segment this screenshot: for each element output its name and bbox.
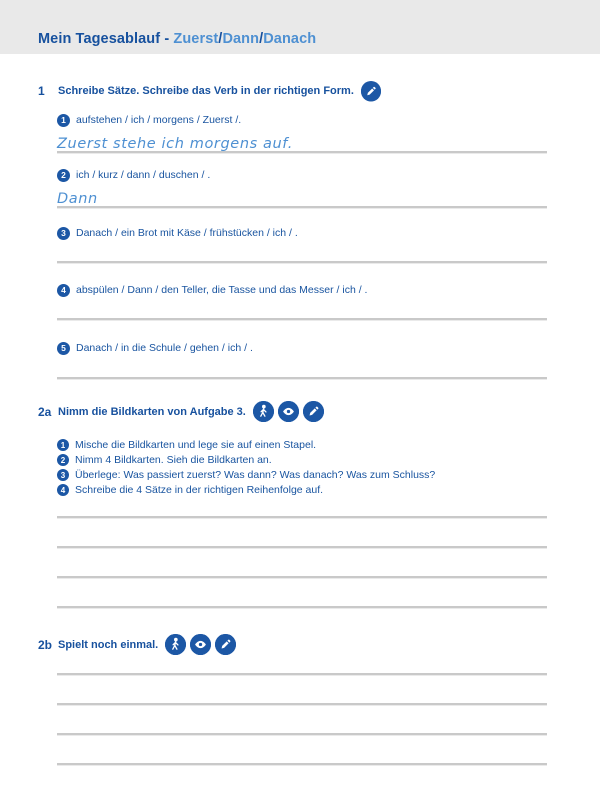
step-number-badge: 4 xyxy=(57,484,69,496)
task2a-heading xyxy=(38,401,547,422)
title-separator: / xyxy=(259,31,264,47)
task1-items xyxy=(57,113,547,379)
page-title-word-zuerst: Zuerst xyxy=(173,31,219,47)
task1-item-3-prompt: Danach / ein Brot mit Käse / frühstücken / ich / . xyxy=(76,227,298,239)
pencil-icon xyxy=(215,634,236,655)
task2a-number: 2a xyxy=(38,404,52,419)
task2b-writing-lines xyxy=(57,673,547,765)
task1-item-4-answer-line[interactable] xyxy=(57,318,547,320)
task1-item-3-answer-line[interactable] xyxy=(57,261,547,263)
item-number-badge: 3 xyxy=(57,227,70,240)
task2a-step-3 xyxy=(57,468,547,483)
person-acting-icon xyxy=(253,401,274,422)
task1-item-3 xyxy=(57,226,547,240)
task2a-step-1 xyxy=(57,438,547,453)
task2a-step-2-text: Nimm 4 Bildkarten. Sieh die Bildkarten an. xyxy=(75,454,272,466)
task1-title: Schreibe Sätze. Schreibe das Verb in der richtigen Form. xyxy=(58,85,354,97)
step-number-badge: 1 xyxy=(57,439,69,451)
task1-item-5 xyxy=(57,341,547,355)
step-number-badge: 3 xyxy=(57,469,69,481)
task2a-steps xyxy=(57,438,547,498)
eye-icon xyxy=(190,634,211,655)
task2a-step-4-text: Schreibe die 4 Sätze in der richtigen Reihenfolge auf. xyxy=(75,484,324,496)
task1-number: 1 xyxy=(38,84,45,98)
task1-item-4 xyxy=(57,283,547,297)
task2a-title: Nimm die Bildkarten von Aufgabe 3. xyxy=(58,405,246,418)
task1-item-4-prompt: abspülen / Dann / den Teller, die Tasse und das Messer / ich / . xyxy=(76,284,368,296)
page-title xyxy=(38,31,316,47)
task1-heading xyxy=(38,81,547,101)
pencil-icon xyxy=(303,401,324,422)
title-separator: / xyxy=(218,31,223,47)
person-acting-icon xyxy=(165,634,186,655)
task2b-title: Spielt noch einmal. xyxy=(58,638,159,651)
task1-item-2-prompt: ich / kurz / dann / duschen / . xyxy=(76,169,211,181)
pencil-icon xyxy=(361,81,381,101)
task2a-step-3-text: Überlege: Was passiert zuerst? Was dann? Was danach? Was zum Schluss? xyxy=(75,469,436,481)
task2a-writing-lines xyxy=(57,516,547,608)
step-number-badge: 2 xyxy=(57,454,69,466)
task1-item-5-answer-line[interactable] xyxy=(57,377,547,379)
page-title-word-danach: Danach xyxy=(263,31,317,47)
task1-item-1-answer-line[interactable]: Zuerst stehe ich morgens auf. xyxy=(57,135,547,153)
task1-item-1-prompt: aufstehen / ich / morgens / Zuerst /. xyxy=(76,114,242,126)
task2b-heading xyxy=(38,634,547,655)
task1-item-5-prompt: Danach / in die Schule / gehen / ich / . xyxy=(76,342,253,354)
item-number-badge: 2 xyxy=(57,169,70,182)
item-number-badge: 4 xyxy=(57,284,70,297)
worksheet-content xyxy=(0,81,600,765)
task2a-writing-line[interactable] xyxy=(57,546,547,548)
task2a-writing-line[interactable] xyxy=(57,576,547,578)
task1-item-1 xyxy=(57,113,547,127)
task2b-writing-line[interactable] xyxy=(57,703,547,705)
page-title-main: Mein Tagesablauf - xyxy=(38,31,174,47)
task2b-writing-line[interactable] xyxy=(57,733,547,735)
task2b-number: 2b xyxy=(38,637,53,652)
task2a-step-4 xyxy=(57,483,547,498)
header-band xyxy=(0,0,600,54)
task2a-step-1-text: Mische die Bildkarten und lege sie auf einen Stapel. xyxy=(75,439,317,451)
task2a-writing-line[interactable] xyxy=(57,606,547,608)
task1-item-2 xyxy=(57,168,547,182)
eye-icon xyxy=(278,401,299,422)
task2b-writing-line[interactable] xyxy=(57,673,547,675)
task2b-writing-line[interactable] xyxy=(57,763,547,765)
task1-item-2-answer-line[interactable]: Dann xyxy=(57,190,547,208)
item-number-badge: 5 xyxy=(57,342,70,355)
task2a-writing-line[interactable] xyxy=(57,516,547,518)
item-number-badge: 1 xyxy=(57,114,70,127)
task2a-step-2 xyxy=(57,453,547,468)
page-title-word-dann: Dann xyxy=(222,31,260,47)
